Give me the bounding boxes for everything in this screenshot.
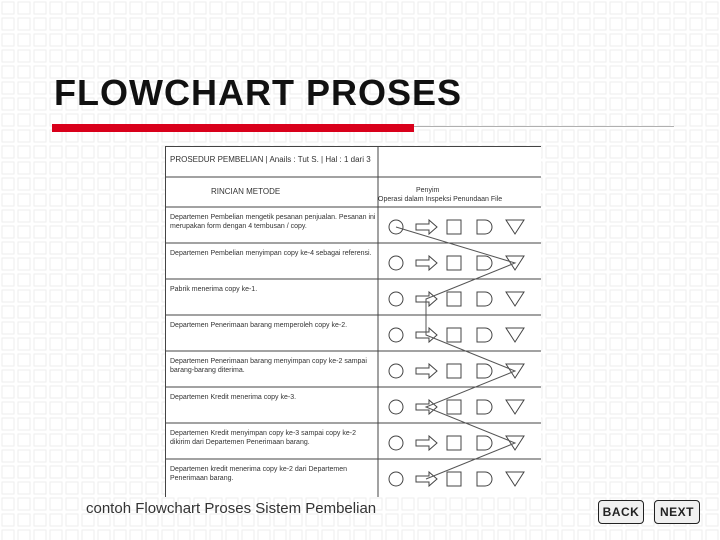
symbols-header-top: Penyim bbox=[416, 187, 440, 194]
delay-d-icon bbox=[477, 256, 492, 270]
storage-triangle-icon bbox=[506, 472, 524, 486]
title-accent-bar bbox=[52, 124, 414, 132]
flowchart-step-text: Departemen Kredit menyimpan copy ke-3 sampai copy ke-2 dikirim dari Departemen Penerimaan barang. bbox=[170, 430, 356, 446]
inspection-square-icon bbox=[447, 472, 461, 486]
symbols-column-header: Operasi dalam Inspeksi Penundaan File bbox=[378, 196, 503, 203]
delay-d-icon bbox=[477, 400, 492, 414]
operation-circle-icon bbox=[389, 292, 403, 306]
slide-title: FLOWCHART PROSES bbox=[54, 72, 462, 113]
flowchart-step-text: Departemen Pembelian menyimpan copy ke-4 sebagai referensi. bbox=[170, 250, 372, 257]
operation-circle-icon bbox=[389, 256, 403, 270]
transport-arrow-icon bbox=[416, 256, 437, 270]
inspection-square-icon bbox=[447, 220, 461, 234]
storage-triangle-icon bbox=[506, 400, 524, 414]
operation-circle-icon bbox=[389, 472, 403, 486]
method-column-header: RINCIAN METODE bbox=[211, 187, 281, 196]
storage-triangle-icon bbox=[506, 328, 524, 342]
title-rule bbox=[414, 126, 674, 127]
transport-arrow-icon bbox=[416, 436, 437, 450]
flowchart-step-text: Departemen Kredit menerima copy ke-3. bbox=[170, 394, 297, 401]
delay-d-icon bbox=[477, 472, 492, 486]
delay-d-icon bbox=[477, 292, 492, 306]
flowchart-step-text: Departemen kredit menerima copy ke-2 dari Departemen Penerimaan barang. bbox=[170, 466, 348, 482]
flowchart-step-text: Departemen Penerimaan barang menyimpan copy ke-2 sampai barang-barang diterima. bbox=[170, 358, 367, 374]
inspection-square-icon bbox=[447, 400, 461, 414]
transport-arrow-icon bbox=[416, 220, 437, 234]
delay-d-icon bbox=[477, 436, 492, 450]
next-button[interactable]: NEXT bbox=[654, 500, 700, 524]
flowchart-step-text: Pabrik menerima copy ke-1. bbox=[170, 286, 258, 293]
transport-arrow-icon bbox=[416, 364, 437, 378]
flowchart-image bbox=[165, 146, 541, 497]
delay-d-icon bbox=[477, 220, 492, 234]
storage-triangle-icon bbox=[506, 220, 524, 234]
delay-d-icon bbox=[477, 364, 492, 378]
back-button[interactable]: BACK bbox=[598, 500, 644, 524]
slide-caption: contoh Flowchart Proses Sistem Pembelian bbox=[86, 500, 377, 517]
flowchart-step-text: Departemen Penerimaan barang memperoleh copy ke-2. bbox=[170, 322, 348, 329]
operation-circle-icon bbox=[389, 436, 403, 450]
operation-circle-icon bbox=[389, 400, 403, 414]
inspection-square-icon bbox=[447, 436, 461, 450]
flowchart-step-text: Departemen Pembelian mengetik pesanan penjualan. Pesanan ini merupakan form dengan 4 tembusan / copy. bbox=[170, 214, 376, 230]
delay-d-icon bbox=[477, 328, 492, 342]
operation-circle-icon bbox=[389, 328, 403, 342]
flowchart-header: PROSEDUR PEMBELIAN | Anails : Tut S. | Hal : 1 dari 3 bbox=[170, 155, 371, 164]
operation-circle-icon bbox=[389, 364, 403, 378]
inspection-square-icon bbox=[447, 364, 461, 378]
inspection-square-icon bbox=[447, 292, 461, 306]
flow-connector-line bbox=[396, 227, 515, 479]
storage-triangle-icon bbox=[506, 292, 524, 306]
inspection-square-icon bbox=[447, 256, 461, 270]
inspection-square-icon bbox=[447, 328, 461, 342]
